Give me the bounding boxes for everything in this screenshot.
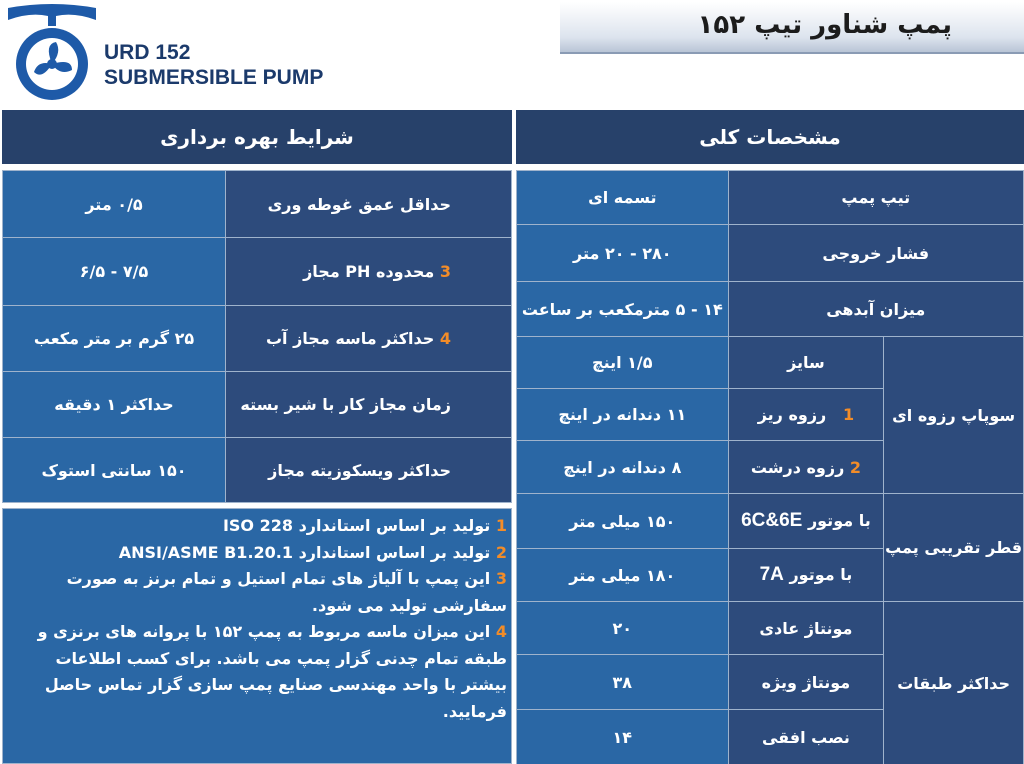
table-row [3, 238, 512, 306]
motor-1-label [728, 494, 884, 549]
row-number: 3 [439, 262, 451, 281]
valve-group-label: سوپاپ رزوه ای [884, 337, 1024, 494]
table-row [3, 372, 512, 438]
motor-prefix: با موتور [807, 511, 871, 530]
table-row [517, 171, 1024, 225]
note-item [7, 566, 507, 619]
horizontal-install-label: نصب افقی [728, 710, 884, 764]
table-row [3, 306, 512, 372]
operating-label [226, 438, 512, 503]
brand-name [104, 40, 323, 90]
label-text: حداکثر ماسه مجاز آب [265, 329, 435, 348]
label-text: زمان مجاز کار با شیر بسته [240, 395, 451, 414]
page-title: پمپ شناور تیپ ۱۵۲ [697, 10, 952, 40]
row-number: 1 [842, 405, 855, 424]
label-text: حداقل عمق غوطه وری [267, 194, 451, 214]
coarse-thread-value: ۸ دندانه در اینچ [517, 441, 729, 494]
operating-heading-text: شرایط بهره برداری [160, 125, 354, 149]
note-number: 2 [495, 542, 507, 562]
notes-box [2, 508, 512, 764]
normal-assembly-label: مونتاژ عادی [728, 602, 884, 655]
diameter-group-label: قطر تقریبی پمپ [884, 494, 1024, 602]
header [0, 0, 1024, 104]
operating-label [226, 171, 512, 238]
brand-line-2: SUBMERSIBLE PUMP [104, 66, 324, 89]
note-text: این میزان ماسه مربوط به پمپ ۱۵۲ با پروانه های برنزی و طبقه تمام چدنی گزار پمپ می باشد. برای کسب اطلاعات بیشتر با واحد مهندسی صنایع پمپ سازی گزار تماس حاصل فرمایید. [37, 622, 507, 721]
table-row [517, 337, 1024, 389]
pressure-label: فشار خروجی [728, 225, 1023, 282]
general-specs-table [516, 170, 1024, 764]
flow-value: ۱۴ - ۵ مترمکعب بر ساعت [517, 282, 729, 337]
general-heading-text: مشخصات کلی [699, 125, 841, 149]
operating-value: ۲۵ گرم بر متر مکعب [3, 306, 226, 372]
motor-1-value: ۱۵۰ میلی متر [517, 494, 729, 549]
table-row [3, 438, 512, 503]
horizontal-install-value: ۱۴ [517, 710, 729, 764]
coarse-thread-label [728, 441, 884, 494]
operating-conditions-heading [2, 110, 512, 164]
operating-label [226, 238, 512, 306]
size-label: سایز [728, 337, 884, 389]
operating-value: ۷/۵ - ۶/۵ [3, 238, 226, 306]
label-text: رزوه درشت [750, 457, 845, 477]
stages-group-label: حداکثر طبقات [884, 602, 1024, 764]
note-text: این پمپ با آلیاژ های تمام استیل و تمام برنز به صورت سفارشی تولید می شود. [66, 569, 507, 615]
pressure-value: ۲۸۰ - ۲۰ متر [517, 225, 729, 282]
label-text: محدوده PH مجاز [303, 262, 435, 281]
pump-type-value: تسمه ای [517, 171, 729, 225]
normal-assembly-value: ۲۰ [517, 602, 729, 655]
company-logo-icon [4, 2, 100, 102]
note-text: تولید بر اساس استاندارد ANSI/ASME B1.20.1 [118, 542, 491, 562]
table-row [517, 602, 1024, 655]
general-specs-heading [516, 110, 1024, 164]
pump-type-label: تیپ پمپ [728, 171, 1023, 225]
special-assembly-label: مونتاژ ویژه [728, 655, 884, 710]
operating-label [226, 372, 512, 438]
label-text: رزوه ریز [757, 405, 827, 424]
row-number: 2 [849, 457, 862, 477]
motor-prefix: با موتور [789, 565, 853, 584]
table-row [517, 282, 1024, 337]
operating-value: ۱۵۰ سانتی استوک [3, 438, 226, 503]
note-number: 1 [495, 516, 507, 535]
special-assembly-value: ۳۸ [517, 655, 729, 710]
table-row [517, 494, 1024, 549]
row-number: 4 [439, 329, 451, 348]
fine-thread-label [728, 389, 884, 441]
flow-label: میزان آبدهی [728, 282, 1023, 337]
note-item [7, 540, 507, 567]
brand-line-1: URD 152 [104, 41, 191, 64]
operating-label [226, 306, 512, 372]
motor-model: 6C&6E [741, 510, 803, 531]
fine-thread-value: ۱۱ دندانه در اینچ [517, 389, 729, 441]
note-item [7, 619, 507, 725]
motor-model: 7A [759, 564, 784, 585]
label-text: حداکثر ویسکوزیته مجاز [268, 460, 451, 480]
operating-conditions-table [2, 170, 512, 503]
title-bar [560, 2, 1024, 54]
note-text: تولید بر اساس استاندارد ISO 228 [222, 516, 491, 535]
note-number: 4 [495, 622, 507, 641]
motor-2-label [728, 549, 884, 602]
size-value: ۱/۵ اینچ [517, 337, 729, 389]
note-number: 3 [495, 569, 507, 588]
note-item [7, 513, 507, 540]
table-row [3, 171, 512, 238]
operating-value: ۰/۵ متر [3, 171, 226, 238]
operating-value: حداکثر ۱ دقیقه [3, 372, 226, 438]
motor-2-value: ۱۸۰ میلی متر [517, 549, 729, 602]
table-row [517, 225, 1024, 282]
